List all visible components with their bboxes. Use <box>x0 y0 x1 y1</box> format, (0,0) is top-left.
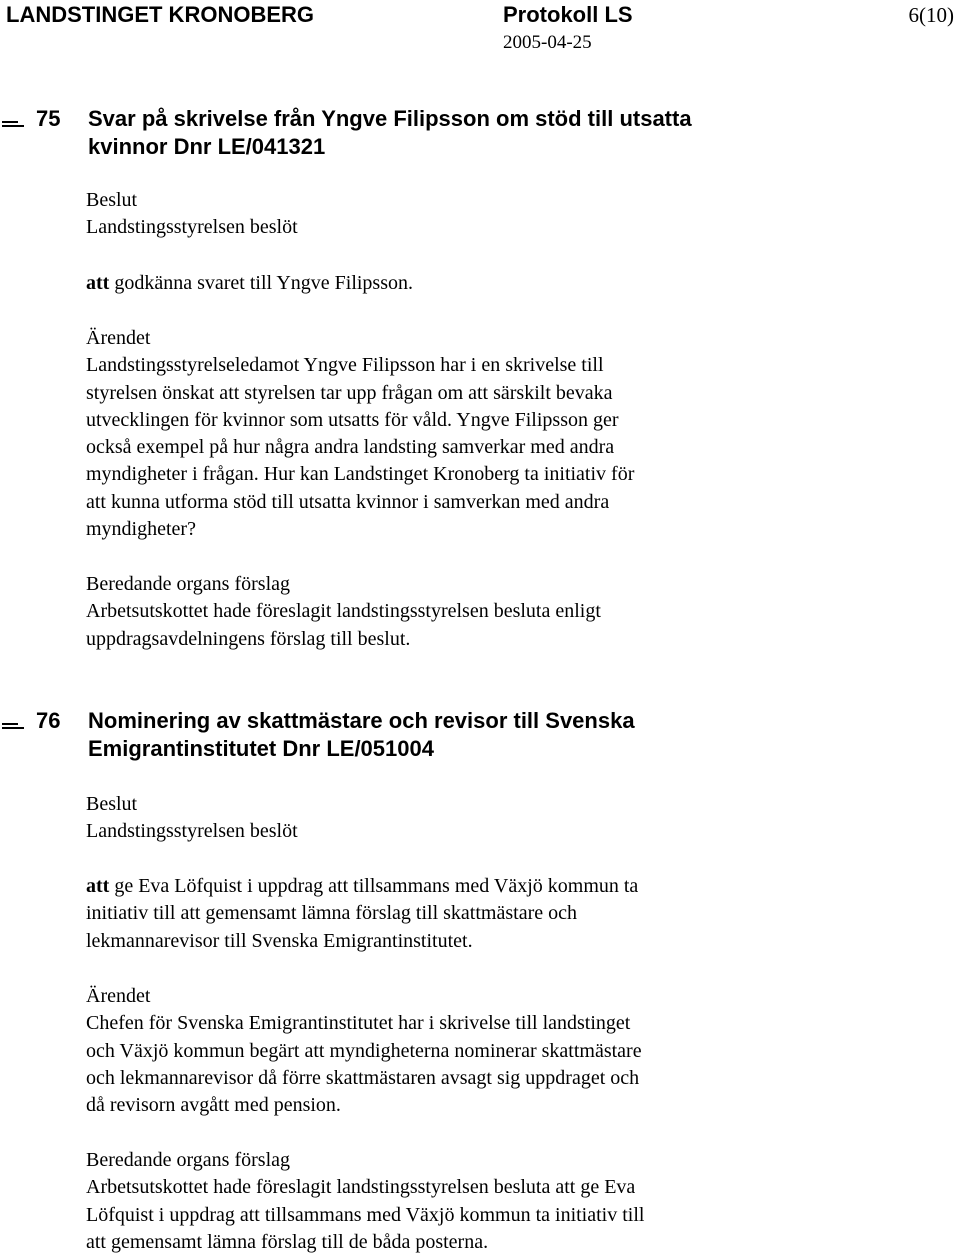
decision-text <box>86 270 946 297</box>
section-marker-icon <box>2 121 24 127</box>
decision-block <box>86 791 946 846</box>
proposal-block <box>86 571 946 653</box>
section-marker-icon <box>2 723 24 729</box>
matter-block <box>86 983 946 1119</box>
proposal-text: Arbetsutskottet hade föreslagit landstingsstyrelsen besluta enligt uppdragsavdelningens förslag till beslut. <box>86 600 601 650</box>
section-title-line: kvinnor Dnr LE/041321 <box>88 134 326 159</box>
decision-statement: godkänna svaret till Yngve Filipsson. <box>109 272 413 294</box>
decision-block <box>86 187 946 242</box>
decision-body: Landstingsstyrelsen beslöt <box>86 216 298 239</box>
proposal-text: Arbetsutskottet hade föreslagit landstingsstyrelsen besluta att ge Eva Löfquist i uppdrag att tillsammans med Växjö kommun ta initiativ till att gemensamt lämna förslag till de båda posterna. <box>86 1176 645 1253</box>
document-date: 2005-04-25 <box>503 32 592 53</box>
decision-label: Beslut <box>86 793 138 815</box>
matter-text: Landstingsstyrelseledamot Yngve Filipsson har i en skrivelse till styrelsen önskat att styrelsen tar upp frågan om att särskilt bevaka utvecklingen för kvinnor som utsatts för våld. Yngve Filipsson ger också exempel på hur några andra landsting samverkar med andra myndigheter i frågan. Hur kan Landstinget Kronoberg ta initiativ för att kunna utforma stöd till utsatta kvinnor i samverkan med andra myndigheter? <box>86 354 635 541</box>
section-title-line: Svar på skrivelse från Yngve Filipsson om stöd till utsatta <box>88 106 692 131</box>
section-title-line: Nominering av skattmästare och revisor till Svenska <box>88 708 635 733</box>
section-title <box>88 707 948 763</box>
section-number: 75 <box>36 106 61 131</box>
section-76 <box>0 707 960 767</box>
section-title-line: Emigrantinstitutet Dnr LE/051004 <box>88 736 434 761</box>
decision-text <box>86 873 946 955</box>
decision-label: Beslut <box>86 189 138 211</box>
decision-body: Landstingsstyrelsen beslöt <box>86 820 298 843</box>
section-number: 76 <box>36 708 61 733</box>
section-heading <box>0 707 960 767</box>
att-keyword: att <box>86 875 110 897</box>
matter-block <box>86 325 946 543</box>
section-heading <box>0 105 960 165</box>
page-header <box>0 0 960 60</box>
organization-name: LANDSTINGET KRONOBERG <box>6 2 314 27</box>
section-75 <box>0 105 960 165</box>
proposal-block <box>86 1147 946 1256</box>
page-number: 6(10) <box>908 3 954 27</box>
decision-statement: ge Eva Löfquist i uppdrag att tillsammans med Växjö kommun ta initiativ till att gemensamt lämna förslag till skattmästare och lekmannarevisor till Svenska Emigrantinstitutet. <box>86 875 639 952</box>
section-title <box>88 105 948 161</box>
matter-label: Ärendet <box>86 985 151 1007</box>
proposal-label: Beredande organs förslag <box>86 1149 291 1171</box>
document-type: Protokoll LS <box>503 2 633 27</box>
matter-text: Chefen för Svenska Emigrantinstitutet har i skrivelse till landstinget och Växjö kommun begärt att myndigheterna nominerar skattmästare och lekmannarevisor då förre skattmästaren avsagt sig uppdraget och då revisorn avgått med pension. <box>86 1012 642 1117</box>
matter-label: Ärendet <box>86 327 151 349</box>
att-keyword: att <box>86 272 110 294</box>
proposal-label: Beredande organs förslag <box>86 573 291 595</box>
